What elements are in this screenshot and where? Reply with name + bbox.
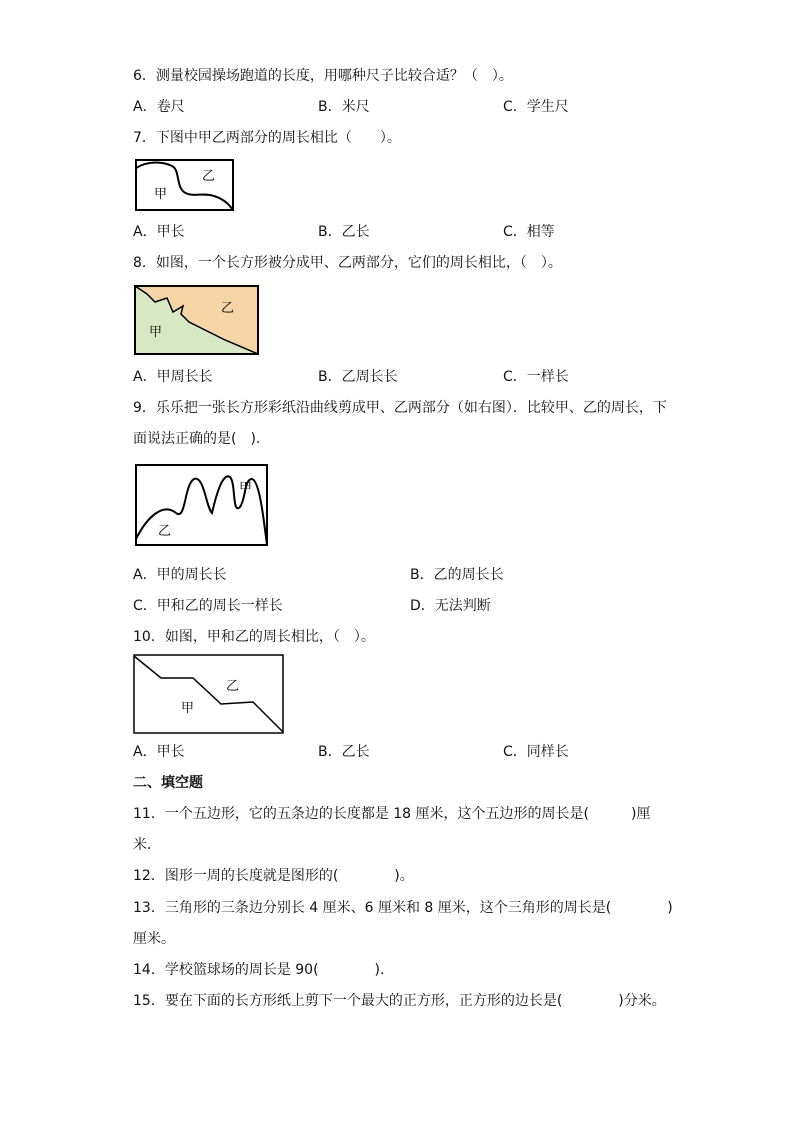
q13-line1: 13．三角形的三条边分别长 4 厘米、6 厘米和 8 厘米，这个三角形的周长是( ) bbox=[133, 900, 673, 916]
q10-option-c[interactable]: C．同样长 bbox=[503, 744, 569, 760]
q6-option-a[interactable]: A．卷尺 bbox=[133, 99, 185, 115]
q8-figure bbox=[133, 284, 261, 356]
q10-figure-rect bbox=[134, 655, 283, 733]
q10-label-jia: 甲 bbox=[181, 701, 195, 716]
q7-option-a[interactable]: A．甲长 bbox=[133, 224, 185, 240]
q7-label-jia: 甲 bbox=[154, 187, 168, 202]
q7-figure bbox=[134, 158, 236, 212]
q9-option-a[interactable]: A．甲的周长长 bbox=[133, 567, 227, 583]
q10-option-a[interactable]: A．甲长 bbox=[133, 744, 185, 760]
q9-option-d[interactable]: D．无法判断 bbox=[410, 598, 491, 614]
q7-option-b[interactable]: B．乙长 bbox=[318, 224, 370, 240]
q8-option-a[interactable]: A．甲周长长 bbox=[133, 369, 213, 385]
q9-option-b[interactable]: B．乙的周长长 bbox=[410, 567, 504, 583]
q12-line1: 12．图形一周的长度就是图形的( )。 bbox=[133, 868, 414, 884]
q8-option-c[interactable]: C．一样长 bbox=[503, 369, 569, 385]
q10-figure bbox=[133, 654, 285, 736]
q9-label-jia: 甲 bbox=[239, 481, 253, 496]
q9-option-c[interactable]: C．甲和乙的周长一样长 bbox=[133, 598, 283, 614]
q8-label-jia: 甲 bbox=[149, 325, 163, 340]
q9-stem-line2: 面说法正确的是( ). bbox=[133, 431, 261, 447]
q6-option-c[interactable]: C．学生尺 bbox=[503, 99, 569, 115]
q13-line2: 厘米。 bbox=[133, 931, 175, 947]
q7-stem: 7．下图中甲乙两部分的周长相比（ ）。 bbox=[133, 130, 401, 146]
q11-line1: 11．一个五边形，它的五条边的长度都是 18 厘米，这个五边形的周长是( )厘 bbox=[133, 806, 651, 822]
q10-stem: 10．如图，甲和乙的周长相比，（ ）。 bbox=[133, 629, 375, 645]
q9-figure bbox=[134, 463, 270, 549]
q7-label-yi: 乙 bbox=[202, 169, 216, 184]
q9-stem-line1: 9．乐乐把一张长方形彩纸沿曲线剪成甲、乙两部分（如右图）．比较甲、乙的周长，下 bbox=[133, 400, 667, 416]
q7-option-c[interactable]: C．相等 bbox=[503, 224, 555, 240]
q9-figure-rect bbox=[136, 465, 267, 545]
q9-label-yi: 乙 bbox=[158, 524, 172, 539]
q6-option-b[interactable]: B．米尺 bbox=[318, 99, 370, 115]
q15-line1: 15．要在下面的长方形纸上剪下一个最大的正方形，正方形的边长是( )分米。 bbox=[133, 993, 666, 1009]
q7-figure-rect bbox=[136, 160, 233, 210]
q6-stem: 6．测量校园操场跑道的长度，用哪种尺子比较合适？（ ）。 bbox=[133, 68, 513, 84]
section-heading: 二、填空题 bbox=[133, 775, 203, 791]
q8-stem: 8．如图，一个长方形被分成甲、乙两部分，它们的周长相比，（ ）。 bbox=[133, 255, 562, 271]
q11-line2: 米． bbox=[133, 837, 161, 853]
q10-label-yi: 乙 bbox=[226, 679, 240, 694]
q8-label-yi: 乙 bbox=[221, 301, 235, 316]
q14-line1: 14．学校篮球场的周长是 90( )． bbox=[133, 962, 395, 978]
q10-option-b[interactable]: B．乙长 bbox=[318, 744, 370, 760]
q8-option-b[interactable]: B．乙周长长 bbox=[318, 369, 398, 385]
